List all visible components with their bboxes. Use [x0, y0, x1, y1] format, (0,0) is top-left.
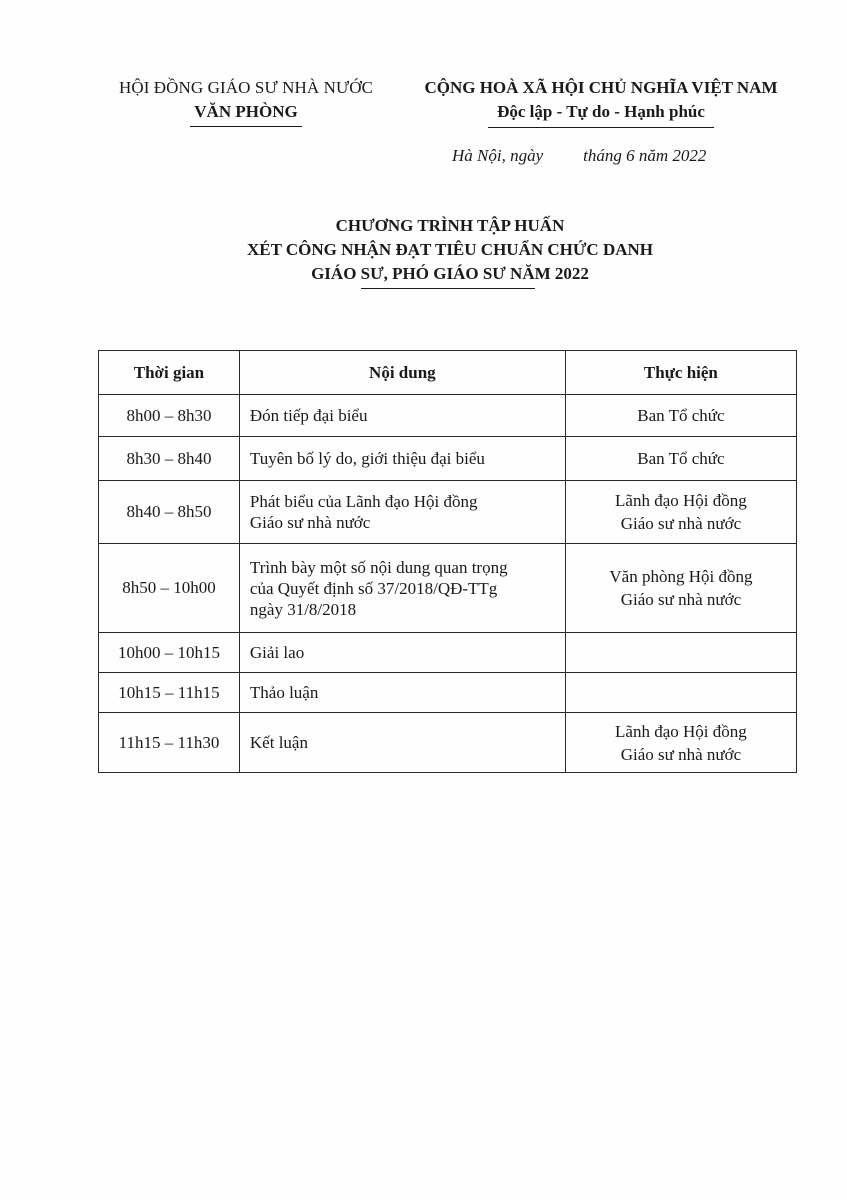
organization-name: HỘI ĐỒNG GIÁO SƯ NHÀ NƯỚC [118, 78, 374, 97]
title-line-3: GIÁO SƯ, PHÓ GIÁO SƯ NĂM 2022 [311, 264, 589, 283]
row-performer-line: Giáo sư nhà nước [620, 590, 742, 609]
row-performer-line: Lãnh đạo Hội đồng [615, 721, 747, 741]
row-performer [565, 673, 796, 713]
row-time: 11h15 – 11h30 [99, 713, 240, 773]
national-header-block [412, 76, 790, 128]
row-time: 10h00 – 10h15 [99, 633, 240, 673]
date-place: Hà Nội, ngày [452, 146, 544, 165]
row-performer-line: Ban Tổ chức [637, 406, 725, 425]
row-content-line: Đón tiếp đại biểu [249, 406, 368, 425]
row-content-line: Trình bày một số nội dung quan trọng [249, 557, 508, 577]
row-content-line: Giáo sư nhà nước [249, 513, 371, 532]
row-content-line: Phát biểu của Lãnh đạo Hội đồng [249, 492, 478, 511]
row-performer-line: Giáo sư nhà nước [620, 514, 742, 533]
row-time: 10h15 – 11h15 [99, 673, 240, 713]
table-row [99, 633, 797, 673]
motto-underline [488, 127, 714, 128]
date-line [452, 146, 706, 166]
table-row [99, 673, 797, 713]
row-performer [565, 481, 796, 544]
row-content [239, 713, 565, 773]
document-title [100, 214, 800, 289]
row-time: 8h40 – 8h50 [99, 481, 240, 544]
row-performer-line: Giáo sư nhà nước [620, 744, 742, 764]
row-content [239, 395, 565, 437]
row-content [239, 673, 565, 713]
header-performer: Thực hiện [565, 351, 796, 395]
row-performer-line: Lãnh đạo Hội đồng [615, 491, 747, 510]
row-content-line: Thảo luận [249, 683, 319, 702]
table-row [99, 395, 797, 437]
row-content-line: của Quyết định số 37/2018/QĐ-TTg [249, 578, 498, 598]
title-line-2: XÉT CÔNG NHẬN ĐẠT TIÊU CHUẨN CHỨC DANH [247, 240, 653, 259]
row-performer [565, 544, 796, 633]
row-performer-line: Ban Tổ chức [637, 449, 725, 468]
row-content [239, 481, 565, 544]
department-name: VĂN PHÒNG [194, 102, 298, 121]
table-row [99, 544, 797, 633]
header-content: Nội dung [239, 351, 565, 395]
title-underline [361, 288, 535, 289]
row-performer [565, 437, 796, 481]
row-time: 8h50 – 10h00 [99, 544, 240, 633]
row-content-line: Giải lao [249, 643, 305, 662]
row-content [239, 437, 565, 481]
row-content-line: ngày 31/8/2018 [249, 599, 357, 619]
row-content [239, 633, 565, 673]
row-performer [565, 713, 796, 773]
row-performer-line: Văn phòng Hội đồng [609, 567, 753, 586]
row-performer [565, 395, 796, 437]
national-motto: Độc lập - Tự do - Hạnh phúc [497, 102, 705, 121]
nation-name: CỘNG HOÀ XÃ HỘI CHỦ NGHĨA VIỆT NAM [424, 78, 778, 97]
row-content-line: Kết luận [249, 733, 308, 752]
row-performer [565, 633, 796, 673]
title-line-1: CHƯƠNG TRÌNH TẬP HUẤN [335, 216, 565, 235]
row-content-line: Tuyên bố lý do, giới thiệu đại biểu [249, 449, 485, 468]
row-content [239, 544, 565, 633]
table-row [99, 713, 797, 773]
department-underline [190, 126, 302, 127]
table-header-row [99, 351, 797, 395]
row-time: 8h00 – 8h30 [99, 395, 240, 437]
header-time: Thời gian [99, 351, 240, 395]
date-month-year: tháng 6 năm 2022 [583, 146, 707, 165]
table-row [99, 481, 797, 544]
issuing-organization-block [96, 76, 396, 127]
table-row [99, 437, 797, 481]
schedule-body [99, 395, 797, 773]
schedule-table [98, 350, 797, 773]
row-time: 8h30 – 8h40 [99, 437, 240, 481]
